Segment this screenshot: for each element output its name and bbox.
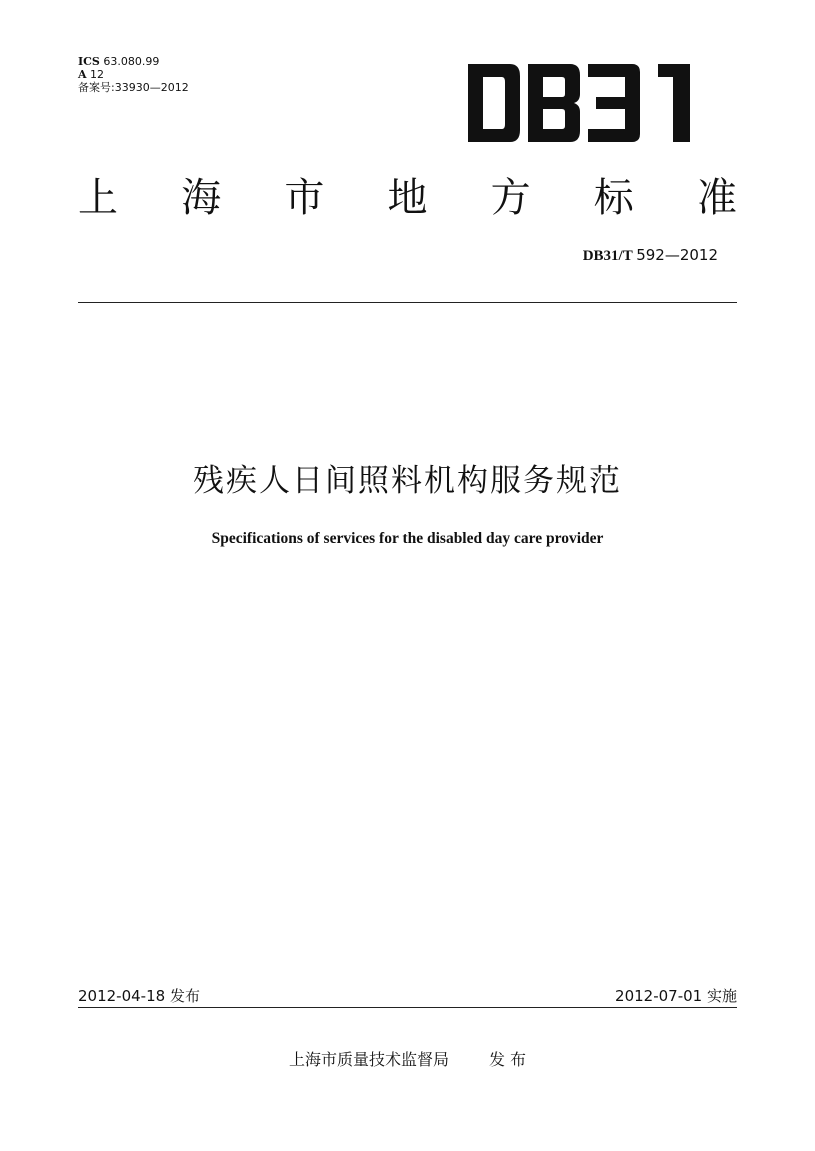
org-title-char: 地 [387, 174, 428, 221]
org-title-char: 上 [78, 174, 118, 221]
effective-date: 2012-07-01 实施 [615, 987, 737, 1005]
class-label: A [78, 68, 87, 81]
issue-date: 2012-04-18 发布 [78, 987, 200, 1005]
classification-block [78, 55, 189, 94]
ics-label: ICS [78, 55, 100, 68]
org-title-char: 海 [181, 174, 222, 221]
issuer-line [0, 1047, 815, 1070]
org-title [78, 166, 737, 222]
class-line [78, 68, 189, 81]
db31-logo [468, 64, 690, 142]
standard-number-value: 592—2012 [636, 246, 718, 264]
ics-value: 63.080.99 [103, 55, 160, 68]
org-title-char: 标 [593, 174, 634, 221]
standard-number [583, 246, 718, 265]
org-title-char: 准 [696, 174, 737, 221]
title-chinese: 残疾人日间照料机构服务规范 [193, 463, 622, 499]
org-title-char: 市 [284, 174, 325, 221]
record-line [78, 81, 189, 94]
record-value: :33930—2012 [111, 81, 189, 94]
class-value: 12 [90, 68, 105, 81]
issuer-action: 发 布 [488, 1050, 527, 1069]
bottom-divider [78, 1007, 737, 1008]
title-english: Specifications of services for the disabled day care provider [211, 530, 604, 547]
record-label: 备案号 [78, 81, 111, 94]
org-title-char: 方 [490, 174, 531, 221]
top-divider [78, 302, 737, 303]
ics-line [78, 55, 189, 68]
issuer-name: 上海市质量技术监督局 [288, 1050, 449, 1069]
standard-number-prefix: DB31/T [582, 248, 633, 264]
